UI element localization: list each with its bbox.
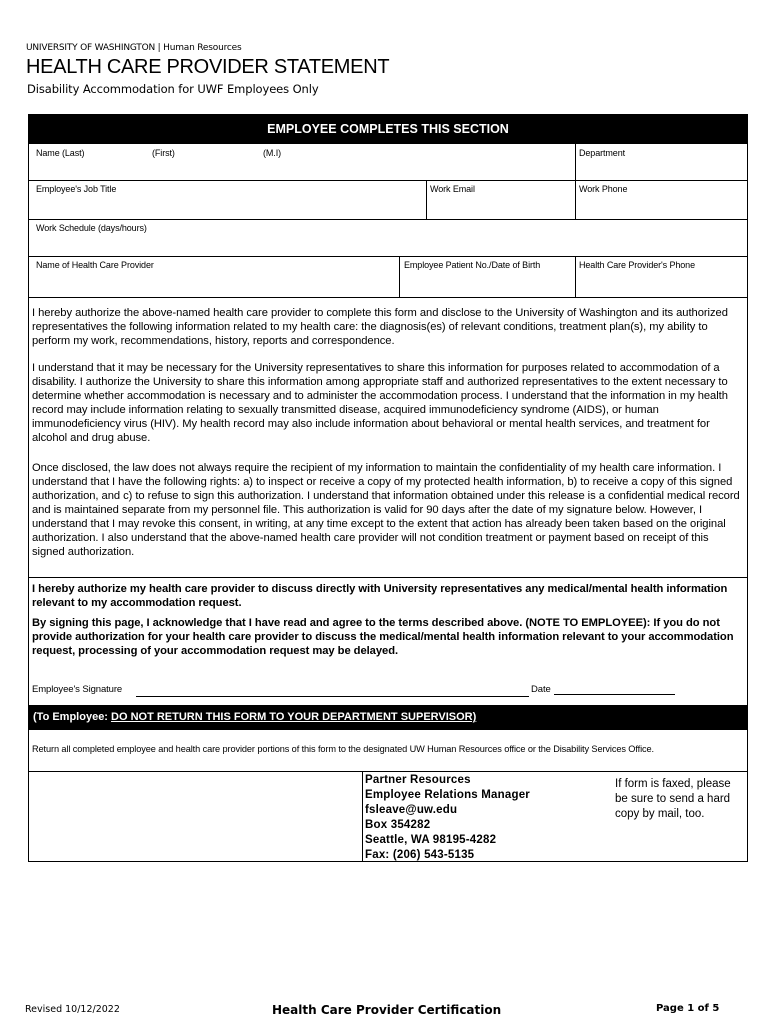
date-field[interactable] (554, 694, 675, 695)
return-notice-bar (29, 705, 747, 730)
date-label: Date (531, 684, 551, 695)
section-heading: EMPLOYEE COMPLETES THIS SECTION (29, 115, 747, 144)
department-label: Department (579, 148, 626, 158)
partner-line: Partner Resources (365, 774, 471, 786)
page-subtitle: Disability Accommodation for UWF Employees Only (27, 82, 319, 96)
partner-address (365, 773, 530, 863)
fax-note: If form is faxed, please be sure to send a hard copy by mail, too. (615, 778, 731, 820)
partner-line: Box 354282 (365, 819, 431, 831)
divider (575, 144, 576, 180)
partner-line: Employee Relations Manager (365, 789, 530, 801)
partner-email: fsleave@uw.edu (365, 804, 458, 816)
signature-label: Employee's Signature (32, 684, 123, 695)
divider (399, 256, 400, 297)
org-header: UNIVERSITY OF WASHINGTON | Human Resources (26, 43, 242, 53)
revised-date: Revised 10/12/2022 (25, 1004, 120, 1015)
job-title-label: Employee's Job Title (36, 184, 117, 194)
name-mi-label: (M.I) (263, 148, 281, 158)
divider (29, 297, 747, 298)
divider (29, 577, 747, 578)
divider (362, 771, 363, 861)
name-first-label: (First) (152, 148, 175, 158)
work-email-label: Work Email (430, 184, 475, 194)
provider-name-label: Name of Health Care Provider (36, 260, 154, 270)
authorization-paragraph-3: Once disclosed, the law does not always require the recipient of my information to maintain the confidentiality of my health care information. I understand that I have the following rights: a) to inspect or receive a copy of my protected health information, b) to receive a copy of this signed authorization, and c) to refuse to sign this authorization. I understand that information obtained under this release is a confidential medical record and is maintained separate from my personnel file. This authorization is valid for 90 days after the date of my signature below. However, I understand that I may revoke this consent, in writing, at any time except to the extent that action has already been taken based on the original authorization. I also understand that the above-named health care provider will not condition treatment or payment based on receipt of this signed authorization. (32, 462, 740, 558)
work-phone-label: Work Phone (579, 184, 628, 194)
divider (575, 256, 576, 297)
divider (426, 180, 427, 219)
page-title: HEALTH CARE PROVIDER STATEMENT (26, 56, 390, 78)
authorization-paragraph-2: I understand that it may be necessary for the University representatives to share this information for purposes related to accommodation of a disability. I authorize the University to share this information among appropriate staff and authorized representatives to the extent necessary to determine whether accommodation is necessary and to administer the accommodation process. I understand that the information in my health record may include information relating to sexually transmitted disease, acquired immunodeficiency syndrome (AIDS), or human immunodeficiency virus (HIV). My health record may also include information about behavioral or mental health services, and treatment for alcohol and drug abuse. (32, 362, 728, 444)
partner-line: Seattle, WA 98195-4282 (365, 834, 497, 846)
authorization-paragraph-1: I hereby authorize the above-named health care provider to complete this form and disclose to the University of Washington and its authorized representatives the following information related to my health care: the diagnosis(es) of relevant conditions, treatment plan(s), my ability to perform my work, recommendations, history, reports and correspondence. (32, 307, 728, 347)
name-last-label: Name (Last) (36, 148, 85, 158)
consent-statement: I hereby authorize my health care provider to discuss directly with University representatives any medical/mental health information relevant to my accommodation request. (32, 583, 728, 609)
divider (29, 256, 747, 257)
partner-fax: Fax: (206) 543-5135 (365, 849, 475, 861)
return-instructions: Return all completed employee and health care provider portions of this form to the designated UW Human Resources office or the Disability Services Office. (32, 744, 654, 754)
patient-no-label: Employee Patient No./Date of Birth (404, 260, 541, 270)
signature-field[interactable] (136, 696, 529, 697)
employee-form (28, 114, 748, 862)
divider (29, 771, 747, 772)
return-notice-prefix: (To Employee: (33, 711, 112, 723)
divider (575, 180, 576, 219)
divider (29, 180, 747, 181)
work-schedule-label: Work Schedule (days/hours) (36, 223, 147, 233)
footer-title: Health Care Provider Certification (272, 1003, 502, 1017)
provider-phone-label: Health Care Provider's Phone (579, 260, 695, 270)
divider (29, 219, 747, 220)
acknowledgement-statement: By signing this page, I acknowledge that I have read and agree to the terms described above. (NOTE TO EMPLOYEE): If you do not provide authorization for your health care provider to discuss the medical/mental health information relevant to your accommodation request, processing of your accommodation request may be delayed. (32, 617, 734, 657)
return-notice-warning: DO NOT RETURN THIS FORM TO YOUR DEPARTMENT SUPERVISOR) (111, 711, 477, 723)
page-number: Page 1 of 5 (656, 1003, 720, 1014)
